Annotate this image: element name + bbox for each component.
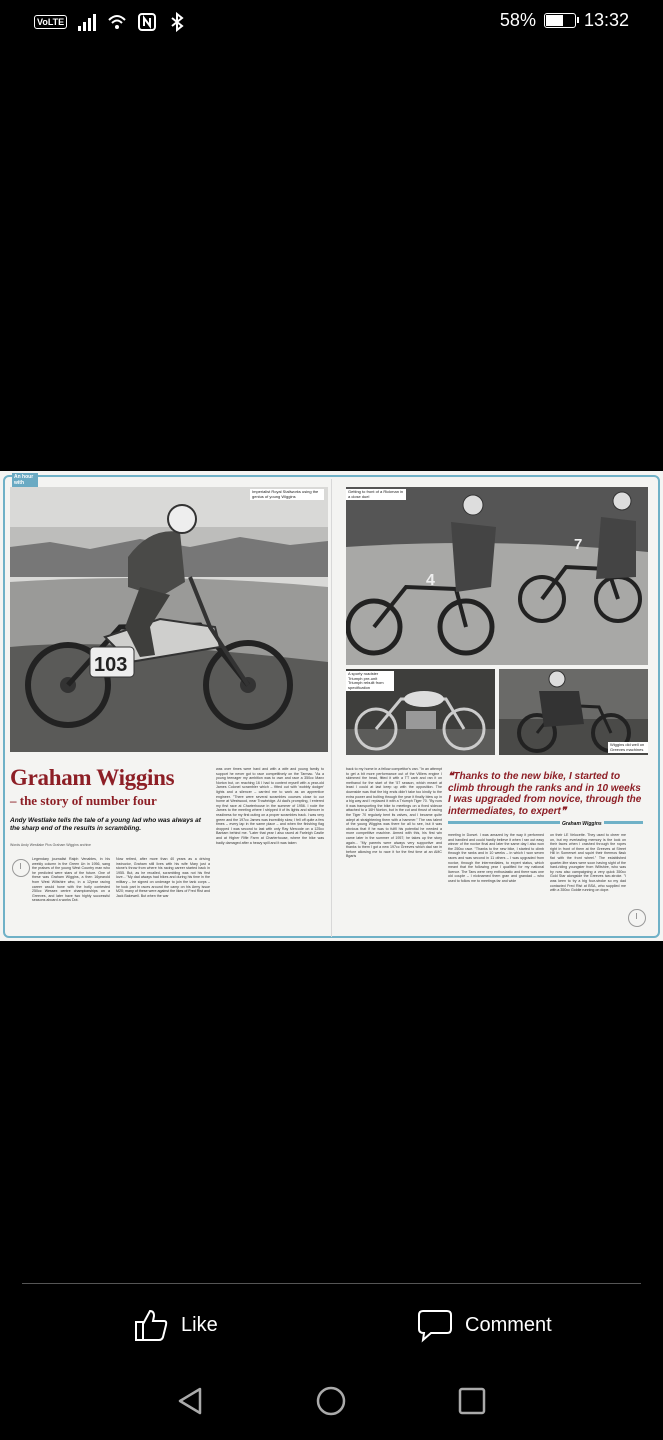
article-headline: Graham Wiggins: [10, 765, 175, 790]
article-credit: Words Andy Westlake Pics Graham Wiggins archive: [10, 843, 91, 847]
article-standfirst: Andy Westlake tells the tale of a young lad who was always at the sharp end of the results in scrambling.: [10, 817, 201, 832]
clock-time: 13:32: [583, 10, 629, 30]
end-clock-icon: [628, 909, 646, 927]
pull-quote: [448, 771, 643, 817]
bluetooth-icon: [167, 12, 187, 32]
article-column-6: on their LE Velocette. They used to cheer me on, but my everlasting memory is the look on their faces when I crashed through the ropes right in front of them at the Greeves at Street Hill in Somerset and squirt their thermos flask flat with the front wheel." The established quarter-litre stars were soon having sight of the hard-riding youngster from Wiltshire, who was by now also campaigning a very quick 350cc Gold Star alongside the Greeves two-stroke. "I was keen to try a big four-stroke so my dad contacted Fred Rist at BSA, who supplied me with a 350cc Goldie running on dope.: [550, 833, 626, 893]
main-photo-caption: Imperialist Royal Stallworks using the genius of young Wiggins: [250, 489, 324, 500]
article-column-2: Now retired, after more than 40 years as a driving instructor, Graham still lives with his wife Mary just a stone's throw from where his racing career started back in 1955. But, as he recalled, scrambling was not his first love... "My dad always had bikes and during his time in the military – he signed on underage to join the tank corps – he took part in races around the camp on his Army issue M20; many of these were against the likes of Fred Rist and Jack Bakewell. But when the war: [116, 857, 210, 898]
article-column-1: Legendary journalist Ralph Venables, in his weekly column in the Green Un in 1956, sang the praises of the young West Country man who he predicted were stars of the future. One of these was Graham Wiggins, a then 16yearold from West Wiltshire who, in a 12year racing career would hone with the hotly contested 250cc Wessex centre championships on a Greeves, and later have two highly successful seasons aboard a works Dot.: [32, 857, 110, 903]
bottom-right-photo-caption: Wiggins did well on Greeves machines: [608, 742, 648, 753]
pull-quote-attribution: Graham Wiggins: [562, 821, 602, 827]
home-circle-icon[interactable]: [315, 1385, 347, 1417]
magazine-spread-image[interactable]: [0, 471, 663, 941]
back-triangle-icon[interactable]: [174, 1385, 206, 1417]
pull-quote-text: Thanks to the new bike, I started to climb through the ranks and in 10 weeks I was upgraded from novice, through the intermediates, to expert: [448, 771, 642, 817]
signal-icon: [77, 12, 97, 32]
comment-button[interactable]: [417, 1305, 552, 1345]
actions-divider: [22, 1283, 641, 1284]
top-left-race-number: 4: [426, 572, 435, 589]
like-label: Like: [181, 1313, 218, 1336]
reading-clock-icon: [12, 859, 30, 877]
battery-level-fill: [546, 15, 563, 26]
thumbs-up-icon: [133, 1307, 169, 1343]
battery-icon: [544, 13, 576, 28]
bottom-left-photo-caption: A sporty roadster Triumph pre-unit Triumph rebuilt from specification: [346, 671, 394, 691]
main-rider-photo: [10, 487, 328, 752]
volte-icon: VoLTE: [34, 15, 67, 29]
bottom-right-rider-photo: [499, 669, 648, 755]
like-button[interactable]: [133, 1305, 218, 1345]
status-bar-right: [500, 10, 629, 31]
wifi-icon: [107, 12, 127, 32]
nfc-icon: [137, 12, 157, 32]
recents-square-icon[interactable]: [456, 1385, 488, 1417]
pull-quote-open-mark: ❝: [448, 771, 454, 782]
comment-label: Comment: [465, 1313, 552, 1336]
section-tag: An hour with: [12, 473, 38, 495]
battery-percent: 58%: [499, 10, 536, 30]
article-column-3: was over times were hard and with a wife and young family to support he never got to race competitively on the Tarmac. "As a young teenager my ambition was to own and race a 350cc Manx Norton but, on reaching 16 I had to content myself with a year-old James Colonel scrambler which – fitted out with 'wobbly dodger' lights and a silencer – carried me to work as an apprentice engineer. "There were several scrambles courses close to our home at Westwood, near Trowbridge. At dad's prompting, I entered my first race at Charterhouse in the summer of 1956. I rode the James to the meeting where I stripped it of its lights and silencer in readiness for my first outing on a proper scrambles track. I was very green and the 197cc James was incredibly slow; I fell off quite a few times – every lap in the same place – and when the finishing flag dropped I was second to last with only Ray Mercode on a 125cc Bantam behind me. "Later that year I also raced at Farleigh Castle and at Higher Rifle Farm at Charterhouse, where the bike was badly damaged after a heavy spill and it was taken: [216, 767, 324, 845]
top-right-race-photo: [346, 487, 648, 665]
article-subhead: – the story of number four: [10, 793, 157, 808]
pull-quote-rule: [448, 821, 643, 824]
bottom-left-bike-photo: [346, 669, 495, 755]
comment-bubble-icon: [417, 1307, 453, 1343]
status-bar: [0, 0, 663, 46]
main-race-number: 103: [94, 654, 128, 676]
top-right-photo-caption: Getting to front of a Rickman in a close duel: [346, 489, 406, 500]
article-column-5: meeting in Dorset. I was amazed by the way it performed and handled and could hardly believe it when I ran out easy winner of the novice final and later the same day I also won the 250cc race. "Thanks to the new bike, I started to climb through the ranks and in 10 weeks – in which I won seven races and was second in 11 others – I was upgraded from novice, through the intermediates, to expert status, which meant that the following year I qualified for my national licence. The Tans were very enthusiastic and there was one old couple – I nicknamed them gran and grandad – who used to follow me to meetings far and wide: [448, 833, 544, 883]
top-right-race-number: 7: [574, 536, 583, 553]
page-gutter: [331, 479, 332, 937]
article-column-4: back to my home in a fellow competitor's van. "In an attempt to get a bit more performance out of the Villiers engine I skimmed the head, fitted it with a TT carb and ran it on methanol for the start of the '57 season, which meant at least I could at last keep up with the opposition. The downside was that the big ends didn't take too kindly to the extra power and bolting through the year it finally blew up in a big way and I replaced it with a Triumph Tiger 70. "By now it was transporting the bike to meetings on a fixed sidecar attached to a 16H Norton, but in the cut and thrust of racing the Tiger 70 regularly bent its valves, and I became quite adept at straightening them with a hammer." The raw talent of the young Wiggins was there for all to see, but it was obvious that if he was to fulfil his potential he needed a more competitive machine. Armed with this, his first win came later in the summer of 1957; he takes up the story again... "My parents were always very supportive and thanks to them I got a new 197cc Greeves which dad ran in before allowing me to race it for the first time at an AMC Bgaris: [346, 767, 442, 859]
pull-quote-close-mark: ❞: [560, 805, 567, 817]
status-bar-left: [34, 12, 187, 32]
